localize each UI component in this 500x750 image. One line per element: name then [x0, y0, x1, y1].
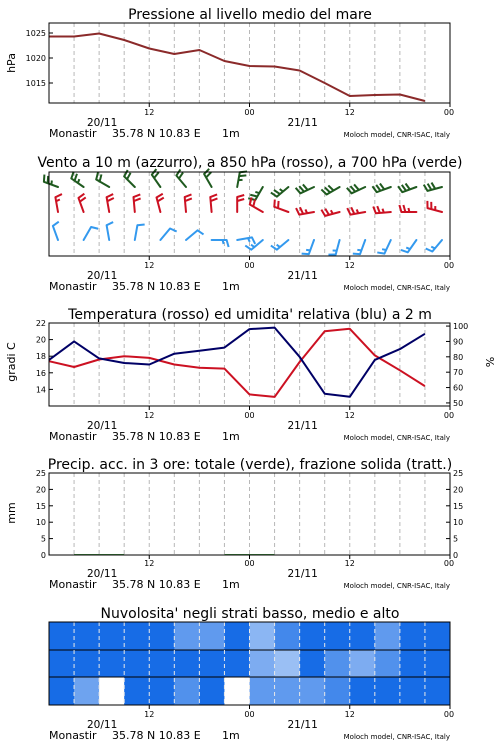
x-tick-label: 00 [443, 710, 455, 719]
barb-feather [380, 184, 384, 190]
precipitation-right-y-ticks [446, 469, 463, 560]
x-tick-label: 12 [144, 559, 155, 568]
wind-title: Vento a 10 m (azzurro), a 850 hPa (rosso), a 700 hPa (verde) [37, 155, 463, 171]
y-tick-label: 20 [35, 335, 46, 345]
y2-tick-label: 100 [453, 322, 469, 332]
y-tick-label: 5 [40, 534, 46, 544]
barb-feather [278, 201, 279, 208]
cloud-panel [49, 606, 454, 742]
y2-tick-label: 50 [453, 398, 464, 408]
y2-tick-label: 10 [453, 518, 464, 528]
cloud-cell [400, 622, 426, 650]
station-elevation: 1m [222, 430, 240, 443]
wind-barb [296, 207, 314, 214]
station-coords: 35.78 N 10.83 E [112, 578, 201, 591]
date-label: 20/11 [86, 117, 118, 129]
barb-feather [377, 206, 380, 213]
barb-feather [354, 184, 359, 189]
barb-shaft [250, 205, 263, 213]
temperature-y-ticks [36, 319, 53, 394]
date-label: 21/11 [287, 568, 318, 580]
y2-tick-label: 20 [453, 485, 464, 495]
x-tick-label: 12 [144, 710, 155, 719]
barb-feather [245, 246, 251, 250]
y-tick-label: 14 [35, 385, 46, 395]
temperature-series [49, 328, 425, 397]
date-label: 21/11 [287, 117, 318, 129]
barb-feather [401, 250, 408, 252]
humidity-line [49, 328, 425, 397]
model-credit: Moloch model, CNR-ISAC, Italy [343, 131, 450, 139]
y2-tick-label: 90 [453, 337, 464, 347]
barb-feather [431, 183, 435, 189]
cloud-cell [400, 650, 426, 677]
cloud-cell [425, 677, 451, 705]
temperature-title: Temperatura (rosso) ed umidita' relativa (blu) a 2 m [68, 307, 432, 323]
cloud-cell [325, 677, 351, 705]
cloud-cell [74, 622, 100, 650]
station-name: Monastir [49, 430, 97, 443]
station-coords: 35.78 N 10.83 E [112, 430, 201, 443]
barb-shaft [432, 240, 442, 251]
barb-feather [302, 254, 309, 255]
barb-shaft [384, 240, 390, 254]
cloud-cell [149, 677, 175, 705]
barb-feather [158, 198, 164, 202]
humidity-y-ticks [446, 322, 468, 408]
x-tick-label: 12 [144, 411, 155, 420]
barb-feather [252, 237, 255, 244]
date-label: 21/11 [287, 719, 318, 731]
y-tick-label: 1020 [25, 54, 46, 63]
cloud-cell [224, 622, 250, 650]
barb-feather [325, 187, 330, 192]
cloud-cell [250, 622, 276, 650]
cloud-cell [99, 622, 125, 650]
cloud-cell [224, 677, 250, 705]
y2-tick-label: 5 [453, 534, 459, 544]
precipitation-x-ticks [49, 555, 454, 591]
barb-feather [350, 186, 355, 191]
cloud-cell [199, 622, 225, 650]
wind-barb [296, 184, 314, 193]
y-tick-label: 20 [35, 485, 46, 495]
barb-feather [406, 184, 410, 190]
barb-shaft [135, 225, 138, 240]
cloud-cell [174, 622, 200, 650]
wind-barb [133, 194, 140, 212]
pressure-y-label: hPa [5, 53, 18, 73]
barb-feather [107, 222, 114, 225]
barb-feather [328, 185, 333, 190]
wind-barbs [44, 169, 442, 255]
precipitation-plot-frame [49, 473, 450, 555]
cloud-cell [425, 622, 451, 650]
wind-barb [401, 240, 416, 252]
date-label: 20/11 [86, 568, 118, 580]
barb-half-feather [255, 192, 259, 193]
wind-barb [53, 222, 59, 240]
barb-feather [402, 185, 406, 191]
wind-barb [84, 227, 99, 240]
wind-barb [426, 240, 442, 251]
y-tick-label: 22 [35, 319, 46, 328]
wind-barb [186, 230, 204, 240]
wind-barb [44, 175, 58, 187]
barb-feather [377, 252, 384, 253]
pressure-panel [5, 7, 454, 140]
cloud-cell [74, 677, 100, 705]
y-tick-label: 0 [40, 551, 46, 560]
barb-half-feather [406, 248, 410, 249]
station-name: Monastir [49, 127, 97, 140]
wind-barb [135, 224, 145, 240]
wind-barb [398, 184, 416, 193]
cloud-cell [124, 622, 150, 650]
cloud-cell [124, 677, 150, 705]
station-coords: 35.78 N 10.83 E [112, 280, 201, 293]
barb-feather [296, 208, 299, 215]
barb-shaft [124, 176, 135, 187]
cloud-cell [99, 650, 125, 677]
wind-barb [271, 240, 289, 250]
cloud-cell [300, 650, 326, 677]
pressure-x-ticks [49, 103, 454, 140]
barb-feather [237, 199, 244, 201]
barb-feather [227, 240, 229, 247]
cloud-cell [300, 622, 326, 650]
wind-barb [157, 194, 164, 212]
station-elevation: 1m [222, 127, 240, 140]
barb-feather [127, 173, 131, 179]
wind-barb [237, 237, 255, 244]
temperature-y-label: gradi C [5, 342, 18, 382]
wind-barb [96, 172, 109, 187]
wind-barb [124, 170, 135, 187]
x-tick-label: 00 [244, 710, 255, 719]
y-tick-label: 1015 [25, 79, 46, 88]
x-tick-label: 12 [344, 261, 355, 270]
x-tick-label: 00 [443, 559, 455, 568]
cloud-cell [149, 622, 175, 650]
barb-half-feather [408, 208, 409, 212]
cloud-cell [174, 677, 200, 705]
barb-feather [185, 198, 192, 201]
station-name: Monastir [49, 729, 97, 742]
barb-feather [100, 174, 102, 181]
wind-barb [107, 194, 114, 212]
barb-feather [321, 189, 326, 194]
barb-feather [210, 194, 217, 197]
x-tick-label: 12 [144, 108, 155, 117]
barb-shaft [336, 240, 340, 254]
temperature-x-ticks [49, 406, 454, 443]
model-credit: Moloch model, CNR-ISAC, Italy [343, 434, 450, 442]
date-label: 21/11 [287, 270, 318, 282]
barb-feather [170, 229, 177, 232]
wind-barb [78, 194, 85, 212]
cloud-cell [99, 677, 125, 705]
barb-feather [353, 254, 360, 255]
cloud-cell [275, 622, 301, 650]
cloud-cell [49, 622, 75, 650]
y-tick-label: 10 [35, 518, 46, 528]
barb-feather [206, 172, 211, 177]
barb-feather [428, 184, 432, 190]
wind-barb [71, 172, 83, 187]
wind-barb [328, 240, 339, 255]
cloud-cell [375, 650, 401, 677]
cloud-cell [124, 650, 150, 677]
barb-half-feather [382, 209, 383, 213]
barb-half-feather [223, 240, 224, 244]
barb-feather [271, 193, 277, 197]
date-label: 21/11 [287, 420, 318, 432]
barb-half-feather [251, 245, 254, 247]
precipitation-y-ticks [36, 469, 53, 560]
cloud-cell [49, 677, 75, 705]
barb-feather [78, 194, 84, 198]
precipitation-title: Precip. acc. in 3 ore: totale (verde), frazione solida (tratt.) [47, 457, 453, 473]
precipitation-gridlines [74, 473, 425, 555]
barb-feather [75, 174, 77, 181]
cloud-cell [325, 622, 351, 650]
y2-tick-label: 25 [453, 469, 464, 478]
barb-shaft [309, 240, 314, 254]
y2-tick-label: 15 [453, 501, 464, 511]
cloud-cell [425, 650, 451, 677]
barb-feather [134, 198, 141, 201]
barb-shaft [133, 197, 134, 212]
precipitation-y-label: mm [5, 502, 18, 524]
barb-feather [373, 207, 376, 214]
barb-shaft [107, 225, 110, 240]
station-name: Monastir [49, 578, 97, 591]
y-tick-label: 1025 [25, 29, 46, 38]
model-credit: Moloch model, CNR-ISAC, Italy [343, 733, 450, 741]
x-tick-label: 12 [344, 108, 355, 117]
wind-barb [424, 183, 442, 191]
x-tick-label: 00 [244, 411, 255, 420]
model-credit: Moloch model, CNR-ISAC, Italy [343, 284, 450, 292]
cloud-x-ticks [49, 705, 454, 742]
wind-barb [399, 205, 416, 212]
precipitation-panel [5, 457, 463, 591]
barb-shaft [360, 240, 365, 254]
wind-x-ticks [49, 256, 454, 293]
barb-feather [91, 227, 98, 229]
y2-tick-label: 80 [453, 352, 464, 362]
barb-feather [44, 175, 45, 182]
barb-feather [53, 222, 59, 226]
wind-barb [271, 187, 289, 197]
barb-feather [250, 195, 257, 197]
barb-feather [48, 176, 49, 183]
barb-half-feather [277, 245, 280, 247]
cloud-cell [325, 650, 351, 677]
station-coords: 35.78 N 10.83 E [112, 127, 201, 140]
wind-barb [107, 222, 114, 240]
date-label: 20/11 [86, 270, 118, 282]
barb-feather [80, 197, 86, 201]
wind-barb [377, 240, 391, 254]
y-tick-label: 18 [35, 352, 46, 362]
wind-barb [321, 209, 339, 216]
x-tick-label: 12 [144, 261, 155, 270]
barb-feather [424, 185, 428, 191]
cloud-cell [74, 650, 100, 677]
barb-feather [157, 194, 163, 198]
barb-half-feather [382, 249, 386, 250]
date-label: 20/11 [86, 420, 118, 432]
cloud-cell [149, 650, 175, 677]
barb-feather [185, 194, 192, 197]
barb-feather [197, 230, 203, 234]
barb-shaft [274, 207, 288, 212]
y-tick-label: 25 [35, 469, 46, 478]
cloud-cell [350, 677, 376, 705]
wind-gridlines [74, 172, 425, 256]
pressure-series [49, 34, 425, 102]
cloud-cell [300, 677, 326, 705]
pressure-plot-frame [49, 23, 450, 103]
barb-shaft [186, 230, 197, 240]
x-tick-label: 00 [244, 261, 255, 270]
barb-feather [211, 198, 218, 201]
humidity-y-label: % [483, 356, 496, 368]
x-tick-label: 00 [443, 261, 455, 270]
y-tick-label: 16 [35, 368, 46, 378]
barb-shaft [210, 197, 211, 212]
x-tick-label: 12 [344, 710, 355, 719]
wind-barb [55, 194, 62, 212]
y2-tick-label: 60 [453, 383, 464, 393]
cloud-cell [174, 650, 200, 677]
barb-feather [71, 172, 73, 179]
x-tick-label: 12 [344, 559, 355, 568]
wind-barb [302, 240, 314, 254]
wind-barb [237, 171, 247, 187]
barb-feather [179, 173, 183, 179]
wind-panel [37, 155, 462, 293]
x-tick-label: 00 [244, 108, 255, 117]
cloud-cell [375, 622, 401, 650]
wind-barb [237, 195, 244, 212]
wind-barb [373, 206, 391, 213]
cloud-cell [350, 650, 376, 677]
cloud-cell [375, 677, 401, 705]
station-elevation: 1m [222, 729, 240, 742]
cloud-cell [199, 677, 225, 705]
wind-barb [321, 185, 339, 194]
y2-tick-label: 70 [453, 368, 464, 378]
barb-feather [137, 224, 144, 225]
station-coords: 35.78 N 10.83 E [112, 729, 201, 742]
cloud-cell [199, 650, 225, 677]
cloud-cell [350, 622, 376, 650]
x-tick-label: 12 [344, 411, 355, 420]
barb-shaft [160, 229, 170, 240]
barb-feather [376, 185, 380, 191]
wind-barb [210, 194, 217, 212]
cloud-cell [224, 650, 250, 677]
barb-shaft [408, 240, 417, 252]
wind-barb [185, 194, 192, 212]
barb-feather [154, 172, 159, 178]
barb-feather [426, 249, 433, 252]
y2-tick-label: 0 [453, 551, 459, 560]
barb-feather [325, 209, 329, 215]
barb-feather [274, 200, 275, 207]
cloud-cell [49, 650, 75, 677]
pressure-gridlines [74, 23, 425, 103]
wind-barb [212, 240, 229, 247]
pressure-line [49, 34, 425, 102]
x-tick-label: 00 [244, 559, 255, 568]
cloud-cell [275, 650, 301, 677]
barb-shaft [176, 176, 186, 187]
barb-feather [133, 194, 140, 197]
cloud-cell [250, 650, 276, 677]
barb-feather [55, 194, 62, 197]
barb-feather [239, 175, 246, 176]
barb-feather [351, 207, 354, 214]
barb-feather [303, 184, 308, 189]
barb-shaft [277, 240, 288, 250]
barb-feather [107, 198, 114, 201]
barb-shaft [84, 227, 92, 240]
station-elevation: 1m [222, 280, 240, 293]
barb-feather [347, 188, 352, 193]
barb-feather [271, 246, 277, 250]
cloud-cell [400, 677, 426, 705]
pressure-title: Pressione al livello medio del mare [128, 7, 372, 23]
x-tick-label: 00 [443, 108, 455, 117]
wind-barb [274, 200, 288, 212]
model-credit: Moloch model, CNR-ISAC, Italy [343, 582, 450, 590]
barb-half-feather [280, 189, 283, 191]
y-tick-label: 15 [35, 501, 46, 511]
cloud-cell [250, 677, 276, 705]
date-label: 20/11 [86, 719, 118, 731]
barb-feather [96, 172, 98, 179]
barb-half-feather [431, 247, 435, 249]
barb-shaft [96, 180, 109, 188]
barb-shaft [53, 226, 58, 240]
barb-feather [237, 195, 244, 197]
wind-barb [353, 240, 365, 254]
cloud-cell [275, 677, 301, 705]
x-tick-label: 00 [443, 411, 455, 420]
barb-shaft [185, 197, 186, 212]
barb-feather [300, 207, 303, 214]
cloud-title: Nuvolosita' negli strati basso, medio e alto [100, 606, 400, 622]
barb-feather [107, 194, 114, 197]
barb-half-feather [78, 179, 79, 183]
temperature-panel [5, 307, 496, 443]
station-elevation: 1m [222, 578, 240, 591]
station-name: Monastir [49, 280, 97, 293]
barb-feather [403, 205, 405, 212]
wind-barb [427, 201, 442, 212]
